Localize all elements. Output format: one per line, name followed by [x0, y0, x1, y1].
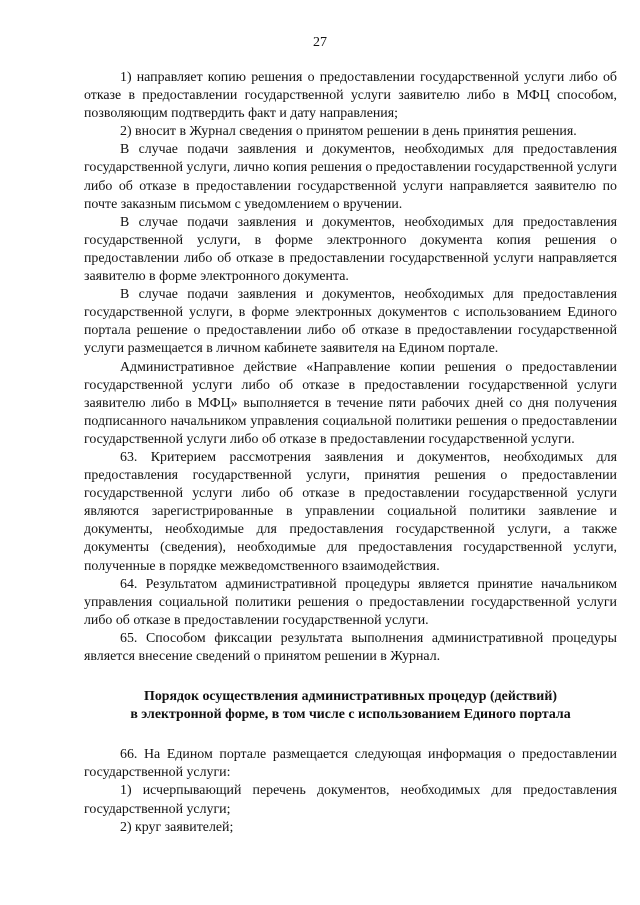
paragraph: 2) вносит в Журнал сведения о принятом решении в день принятия решения.: [120, 124, 577, 140]
paragraph: В случае подачи заявления и документов, необходимых для предоставления государственной услуги, в форме электронного документа копия решения о предоставлении либо об отказе в предоставлении государственной услуги направляется заявителю в форме электронного документа.: [84, 214, 617, 285]
list-item: 2) круг заявителей;: [120, 819, 234, 835]
section-heading: [84, 688, 617, 724]
paragraph: В случае подачи заявления и документов, необходимых для предоставления государственной услуги, лично копия решения о предоставлении государственной услуги либо об отказе в предоставлении государственной услуги направляется заявителю по почте заказным письмом с уведомлением о вручении.: [84, 142, 617, 212]
paragraph: 1) направляет копию решения о предоставлении государственной услуги либо об отказе в предоставлении государственной услуги заявителю либо в МФЦ способом, позволяющим подтвердить факт и дату направления;: [84, 70, 617, 122]
paragraph: Административное действие «Направление копии решения о предоставлении государственной услуги либо об отказе в предоставлении государственной услуги заявителю либо в МФЦ» выполняется в течение пяти рабочих дней со дня получения подписанного начальником управления социальной политики решения о предоставлении государственной услуги либо об отказе в предоставлении государственной услуги.: [84, 359, 617, 447]
paragraph-66: 66. На Едином портале размещается следующая информация о предоставлении государственной услуги:: [84, 747, 617, 781]
section-heading-line-2: в электронной форме, в том числе с использованием Единого портала: [130, 707, 571, 723]
document-body: [84, 69, 617, 837]
paragraph: В случае подачи заявления и документов, необходимых для предоставления государственной услуги, в форме электронных документов с использованием Единого портала решение о предоставлении либо об отказе в предоставлении государственной услуги размещается в личном кабинете заявителя на Едином портале.: [84, 287, 617, 357]
section-heading-line-1: Порядок осуществления административных процедур (действий): [144, 689, 557, 705]
paragraph-63: 63. Критерием рассмотрения заявления и документов, необходимых для предоставления государственной услуги, принятия решения о предоставлении государственной услуги либо об отказе в предоставлении государственной услуги являются зарегистрированные в управлении социальной политики заявление и документы, необходимые для предоставления государственной услуги, а также документы (сведения), необходимые для предоставления государственной услуги, полученные в порядке межведомственного взаимодействия.: [84, 449, 617, 574]
paragraph-65: 65. Способом фиксации результата выполнения административной процедуры является внесение сведений о принятом решении в Журнал.: [84, 630, 617, 664]
page-number: 27: [313, 35, 327, 50]
paragraph-64: 64. Результатом административной процедуры является принятие начальником управления социальной политики решения о предоставлении государственной услуги либо об отказе в предоставлении государственной услуги.: [84, 576, 617, 628]
list-item: 1) исчерпывающий перечень документов, необходимых для предоставления государственной услуги;: [84, 783, 617, 817]
